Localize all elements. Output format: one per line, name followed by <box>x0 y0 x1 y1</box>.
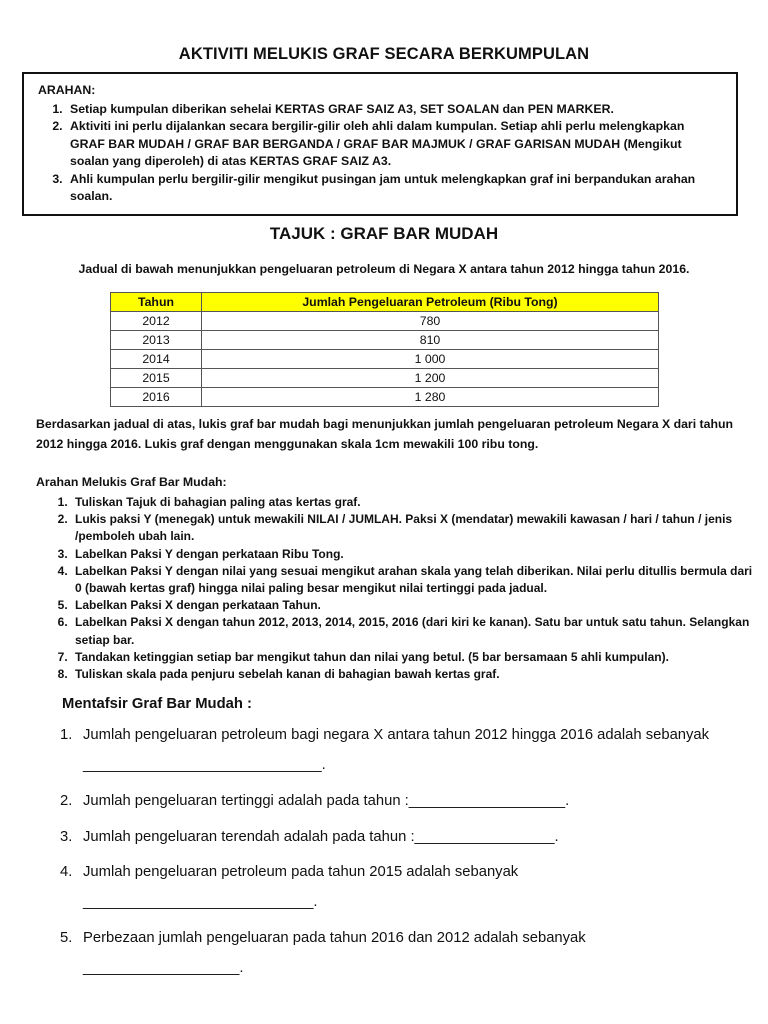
question-text: Perbezaan jumlah pengeluaran pada tahun 2016 dan 2012 adalah sebanyak <box>83 930 586 946</box>
step-item: 3. Labelkan Paksi Y dengan perkataan Ribu Tong. <box>71 546 761 563</box>
question-number: 2. <box>60 793 73 809</box>
step-item: 8. Tuliskan skala pada penjuru sebelah kanan di bahagian bawah kertas graf. <box>71 666 761 683</box>
cell-year: 2016 <box>111 388 202 407</box>
step-item: 7. Tandakan ketinggian setiap bar mengikut tahun dan nilai yang betul. (5 bar bersamaan 5 ahli kumpulan). <box>71 649 761 666</box>
question-5 <box>60 923 750 983</box>
question-1 <box>60 720 750 780</box>
cell-year: 2014 <box>111 350 202 369</box>
header-production: Jumlah Pengeluaran Petroleum (Ribu Tong) <box>202 293 659 312</box>
interpretation-heading: Mentafsir Graf Bar Mudah : <box>62 696 252 712</box>
answer-blank[interactable]: _____________________________. <box>83 757 326 773</box>
cell-value: 1 000 <box>202 350 659 369</box>
steps-heading: Arahan Melukis Graf Bar Mudah: <box>36 475 227 489</box>
topic-heading: TAJUK : GRAF BAR MUDAH <box>269 224 499 243</box>
step-item: 5. Labelkan Paksi X dengan perkataan Tahun. <box>71 597 761 614</box>
question-text: Jumlah pengeluaran petroleum bagi negara X antara tahun 2012 hingga 2016 adalah sebanyak <box>83 727 710 743</box>
table-row <box>111 331 659 350</box>
task-paragraph: Berdasarkan jadual di atas, lukis graf bar mudah bagi menunjukkan jumlah pengeluaran petroleum Negara X dari tahun 2012 hingga 2016. Lukis graf dengan menggunakan skala 1cm mewakili 100 ribu tong. <box>36 417 734 451</box>
steps-list <box>36 494 761 683</box>
question-4 <box>60 857 750 917</box>
question-number: 5. <box>60 930 73 946</box>
table-row <box>111 350 659 369</box>
cell-year: 2013 <box>111 331 202 350</box>
question-number: 3. <box>60 829 73 845</box>
data-table <box>110 292 659 407</box>
table-row <box>111 388 659 407</box>
instructions-list <box>38 101 722 206</box>
instruction-item: 3. Ahli kumpulan perlu bergilir-gilir mengikut pusingan jam untuk melengkapkan graf ini berpandukan arahan soalan. <box>66 171 722 206</box>
table-row <box>111 312 659 331</box>
instruction-item: 2. Aktiviti ini perlu dijalankan secara bergilir-gilir oleh ahli dalam kumpulan. Setiap ahli perlu melengkapkan GRAF BAR MUDAH / GRAF BAR BERGANDA / GRAF BAR MAJMUK / GRAF GARISAN MUDAH (Mengikut soalan yang diperoleh) di atas KERTAS GRAF SAIZ A3. <box>66 118 722 171</box>
question-text[interactable]: Jumlah pengeluaran terendah adalah pada tahun :_________________. <box>83 829 559 845</box>
question-text[interactable]: Jumlah pengeluaran tertinggi adalah pada tahun :___________________. <box>83 793 570 809</box>
table-header-row <box>111 293 659 312</box>
answer-blank[interactable]: ___________________. <box>83 960 244 976</box>
table-row <box>111 369 659 388</box>
step-item: 1. Tuliskan Tajuk di bahagian paling atas kertas graf. <box>71 494 761 511</box>
cell-value: 1 280 <box>202 388 659 407</box>
instructions-heading: ARAHAN: <box>38 83 96 97</box>
cell-value: 780 <box>202 312 659 331</box>
step-item: 4. Labelkan Paksi Y dengan nilai yang sesuai mengikut arahan skala yang telah diberikan. Nilai perlu ditullis bermula dari 0 (bawah kertas graf) hingga nilai paling besar mengikut nilai tertinggi pada jadual. <box>71 563 761 597</box>
step-item: 6. Labelkan Paksi X dengan tahun 2012, 2013, 2014, 2015, 2016 (dari kiri ke kanan). Satu bar untuk satu tahun. Selangkan setiap bar. <box>71 614 761 648</box>
cell-year: 2012 <box>111 312 202 331</box>
question-number: 4. <box>60 864 73 880</box>
cell-year: 2015 <box>111 369 202 388</box>
question-text: Jumlah pengeluaran petroleum pada tahun 2015 adalah sebanyak <box>83 864 519 880</box>
question-2 <box>60 786 750 816</box>
instructions-box <box>22 72 738 216</box>
instruction-item: 1. Setiap kumpulan diberikan sehelai KERTAS GRAF SAIZ A3, SET SOALAN dan PEN MARKER. <box>66 101 722 119</box>
page-title: AKTIVITI MELUKIS GRAF SECARA BERKUMPULAN <box>178 45 590 63</box>
question-3 <box>60 822 750 852</box>
cell-value: 810 <box>202 331 659 350</box>
question-number: 1. <box>60 727 73 743</box>
header-year: Tahun <box>111 293 202 312</box>
step-item: 2. Lukis paksi Y (menegak) untuk mewakili NILAI / JUMLAH. Paksi X (mendatar) mewakili kawasan / hari / tahun / jenis /pemboleh ubah lain. <box>71 511 761 545</box>
table-intro: Jadual di bawah menunjukkan pengeluaran petroleum di Negara X antara tahun 2012 hingga tahun 2016. <box>78 262 690 276</box>
cell-value: 1 200 <box>202 369 659 388</box>
answer-blank[interactable]: ____________________________. <box>83 894 318 910</box>
